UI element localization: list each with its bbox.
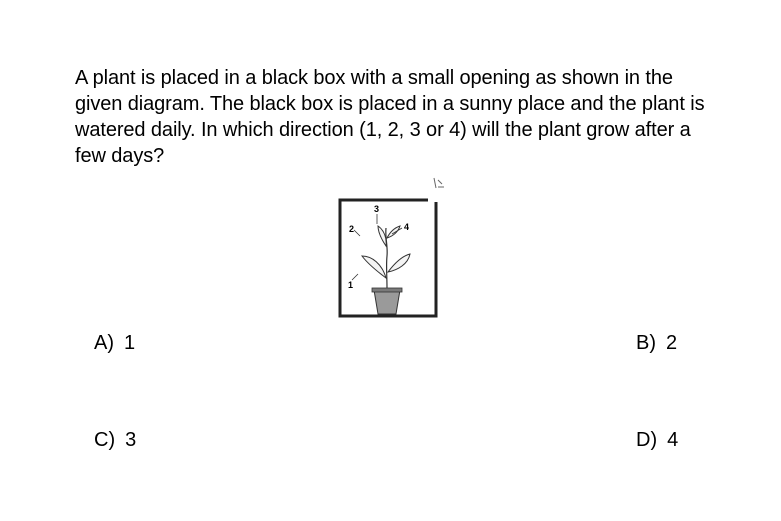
option-a[interactable]	[94, 331, 135, 355]
option-value: 3	[125, 429, 137, 451]
question-text: A plant is placed in a black box with a small opening as shown in the given diagram. The black box is placed in a sunny place and the plant is watered daily. In which direction (1, 2, 3 or 4) will the plant grow after a few days?	[75, 67, 705, 167]
option-letter: A)	[94, 332, 114, 354]
option-d[interactable]	[636, 428, 678, 452]
option-letter: D)	[636, 429, 658, 451]
direction-label-3: 3	[374, 204, 380, 214]
plant-box-diagram	[330, 168, 460, 323]
arrow-2	[354, 230, 360, 236]
option-b[interactable]	[636, 331, 677, 355]
sun-rays-icon	[434, 178, 444, 188]
direction-label-1: 1	[348, 280, 354, 290]
direction-label-2: 2	[349, 224, 355, 234]
option-value: 2	[666, 332, 678, 354]
option-letter: C)	[94, 429, 116, 451]
option-value: 4	[667, 429, 679, 451]
option-letter: B)	[636, 332, 656, 354]
flower-pot	[374, 290, 400, 314]
option-value: 1	[124, 332, 136, 354]
option-c[interactable]	[94, 428, 136, 452]
direction-label-4: 4	[404, 222, 410, 232]
